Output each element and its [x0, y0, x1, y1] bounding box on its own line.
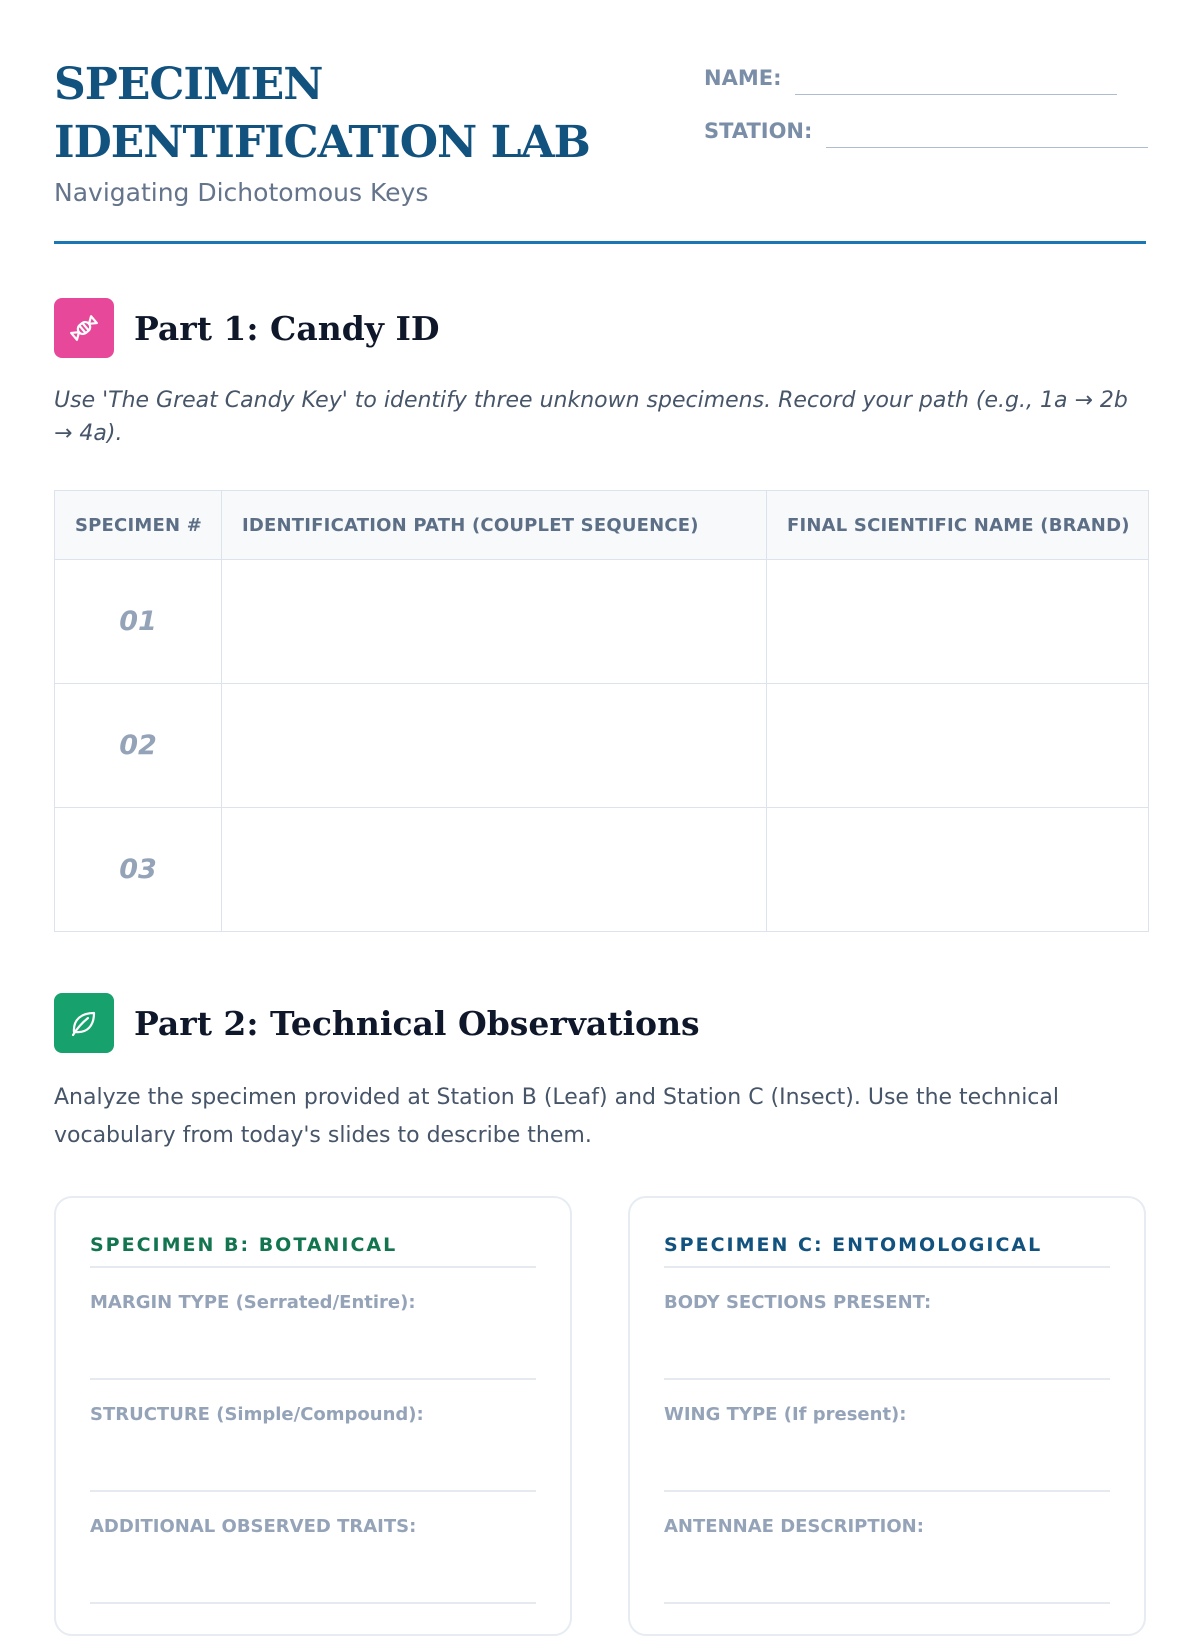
specimen-b-card	[54, 1196, 572, 1636]
column-header-name: FINAL SCIENTIFIC NAME (BRAND)	[767, 491, 1149, 560]
name-field	[704, 60, 1117, 95]
candy-icon	[54, 298, 114, 358]
name-input-line[interactable]	[795, 94, 1117, 95]
leaf-icon	[54, 993, 114, 1053]
part2-title: Part 2: Technical Observations	[134, 1003, 700, 1043]
page-subtitle: Navigating Dichotomous Keys	[54, 178, 429, 207]
station-label: STATION:	[704, 118, 813, 143]
part1-heading	[54, 298, 440, 358]
column-header-specimen: SPECIMEN #	[55, 491, 222, 560]
specimen-number: 01	[55, 560, 222, 684]
candy-id-table	[54, 490, 1149, 932]
path-cell[interactable]	[222, 560, 767, 684]
structure-field[interactable]: STRUCTURE (Simple/Compound):	[90, 1380, 536, 1492]
name-label: NAME:	[704, 65, 782, 90]
column-header-path: IDENTIFICATION PATH (COUPLET SEQUENCE)	[222, 491, 767, 560]
page-title: SPECIMEN IDENTIFICATION LAB	[54, 59, 590, 168]
path-cell[interactable]	[222, 684, 767, 808]
table-row	[55, 684, 1149, 808]
table-row	[55, 560, 1149, 684]
specimen-number: 02	[55, 684, 222, 808]
scientific-name-cell[interactable]	[767, 560, 1149, 684]
margin-type-field[interactable]: MARGIN TYPE (Serrated/Entire):	[90, 1268, 536, 1380]
part1-title: Part 1: Candy ID	[134, 308, 440, 348]
additional-traits-field[interactable]: ADDITIONAL OBSERVED TRAITS:	[90, 1492, 536, 1604]
specimen-b-title: SPECIMEN B: BOTANICAL	[90, 1234, 536, 1268]
scientific-name-cell[interactable]	[767, 808, 1149, 932]
path-cell[interactable]	[222, 808, 767, 932]
wing-type-field[interactable]: WING TYPE (If present):	[664, 1380, 1110, 1492]
station-field	[704, 113, 1148, 148]
specimen-c-card	[628, 1196, 1146, 1636]
table-row	[55, 808, 1149, 932]
part2-instructions: Analyze the specimen provided at Station B (Leaf) and Station C (Insect). Use the technical vocabulary from today's slides to describe them.	[54, 1085, 1059, 1148]
specimen-number: 03	[55, 808, 222, 932]
table-header-row	[55, 491, 1149, 560]
station-input-line[interactable]	[826, 147, 1148, 148]
part2-heading	[54, 993, 700, 1053]
part1-instructions: Use 'The Great Candy Key' to identify three unknown specimens. Record your path (e.g., 1a → 2b → 4a).	[54, 388, 1128, 446]
antennae-field[interactable]: ANTENNAE DESCRIPTION:	[664, 1492, 1110, 1604]
specimen-c-title: SPECIMEN C: ENTOMOLOGICAL	[664, 1234, 1110, 1268]
worksheet-header	[54, 0, 1146, 244]
body-sections-field[interactable]: BODY SECTIONS PRESENT:	[664, 1268, 1110, 1380]
scientific-name-cell[interactable]	[767, 684, 1149, 808]
